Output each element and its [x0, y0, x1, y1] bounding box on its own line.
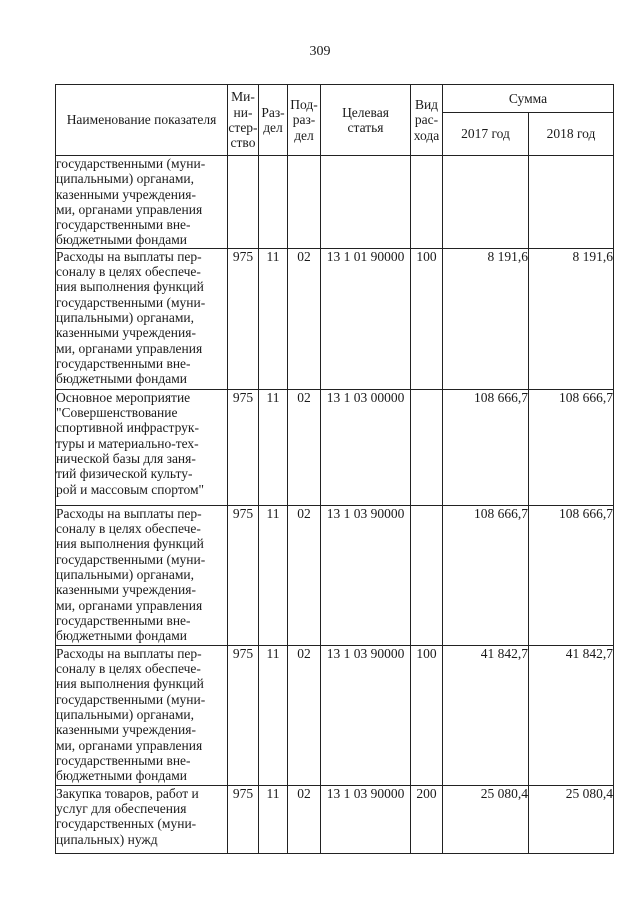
- table-row: [56, 156, 614, 249]
- table-row: [56, 785, 614, 853]
- row-ministry: 975: [228, 389, 259, 505]
- header-target: Целевая статья: [321, 85, 411, 156]
- row-name: Расходы на выплаты пер- соналу в целях обеспече- ния выполнения функций государственными (муни- ципальными) органами, казенными учреждения- ми, органами управления государственными вне- бюджетными фондами: [56, 505, 228, 645]
- table-row: [56, 248, 614, 389]
- header-sum: Сумма: [443, 85, 614, 113]
- row-section: 11: [259, 505, 288, 645]
- row-sum-2017: 108 666,7: [443, 389, 529, 505]
- header-year-2017: 2017 год: [443, 113, 529, 156]
- row-target: 13 1 01 90000: [321, 248, 411, 389]
- header-year-2018: 2018 год: [529, 113, 614, 156]
- row-ministry: 975: [228, 248, 259, 389]
- row-sum-2018: [529, 156, 614, 249]
- page-number: 309: [309, 44, 331, 59]
- row-sum-2017: 25 080,4: [443, 785, 529, 853]
- row-name: государственными (муни- ципальными) органами, казенными учреждения- ми, органами управления государственными вне- бюджетными фондами: [56, 156, 228, 249]
- row-name: Расходы на выплаты пер- соналу в целях обеспече- ния выполнения функций государственными (муни- ципальными) органами, казенными учреждения- ми, органами управления государственными вне- бюджетными фондами: [56, 645, 228, 785]
- row-name: Расходы на выплаты пер- соналу в целях обеспече- ния выполнения функций государственными (муни- ципальными) органами, казенными учреждения- ми, органами управления государственными вне- бюджетными фондами: [56, 248, 228, 389]
- row-subsection: 02: [288, 505, 321, 645]
- row-section: 11: [259, 248, 288, 389]
- row-sum-2017: 41 842,7: [443, 645, 529, 785]
- row-sum-2018: 41 842,7: [529, 645, 614, 785]
- row-subsection: 02: [288, 389, 321, 505]
- header-subsection: Под- раз- дел: [288, 85, 321, 156]
- budget-table: [55, 84, 614, 854]
- row-sum-2017: 8 191,6: [443, 248, 529, 389]
- row-expense-type: 200: [411, 785, 443, 853]
- row-subsection: 02: [288, 248, 321, 389]
- row-section: 11: [259, 389, 288, 505]
- header-expense-type: Вид рас- хода: [411, 85, 443, 156]
- row-name: Закупка товаров, работ и услуг для обеспечения государственных (муни- ципальных) нужд: [56, 785, 228, 853]
- row-section: 11: [259, 645, 288, 785]
- row-ministry: 975: [228, 645, 259, 785]
- row-ministry: 975: [228, 505, 259, 645]
- row-expense-type: 100: [411, 248, 443, 389]
- header-section: Раз- дел: [259, 85, 288, 156]
- row-expense-type: 100: [411, 645, 443, 785]
- row-subsection: [288, 156, 321, 249]
- row-expense-type: [411, 505, 443, 645]
- row-sum-2017: [443, 156, 529, 249]
- row-target: 13 1 03 00000: [321, 389, 411, 505]
- row-expense-type: [411, 156, 443, 249]
- row-subsection: 02: [288, 645, 321, 785]
- row-target: [321, 156, 411, 249]
- row-section: [259, 156, 288, 249]
- row-name: Основное мероприятие "Совершенствование спортивной инфраструк- туры и материально-тех- нической базы для заня- тий физической культу- рой и массовым спортом": [56, 389, 228, 505]
- row-sum-2017: 108 666,7: [443, 505, 529, 645]
- row-target: 13 1 03 90000: [321, 645, 411, 785]
- table-row: [56, 389, 614, 505]
- row-sum-2018: 108 666,7: [529, 389, 614, 505]
- row-ministry: [228, 156, 259, 249]
- header-ministry: Ми- ни- стер- ство: [228, 85, 259, 156]
- table-row: [56, 645, 614, 785]
- row-subsection: 02: [288, 785, 321, 853]
- row-ministry: 975: [228, 785, 259, 853]
- row-sum-2018: 8 191,6: [529, 248, 614, 389]
- row-sum-2018: 25 080,4: [529, 785, 614, 853]
- row-sum-2018: 108 666,7: [529, 505, 614, 645]
- header-name: Наименование показателя: [56, 85, 228, 156]
- header-row-top: [56, 85, 614, 113]
- row-expense-type: [411, 389, 443, 505]
- row-section: 11: [259, 785, 288, 853]
- table-row: [56, 505, 614, 645]
- row-target: 13 1 03 90000: [321, 505, 411, 645]
- row-target: 13 1 03 90000: [321, 785, 411, 853]
